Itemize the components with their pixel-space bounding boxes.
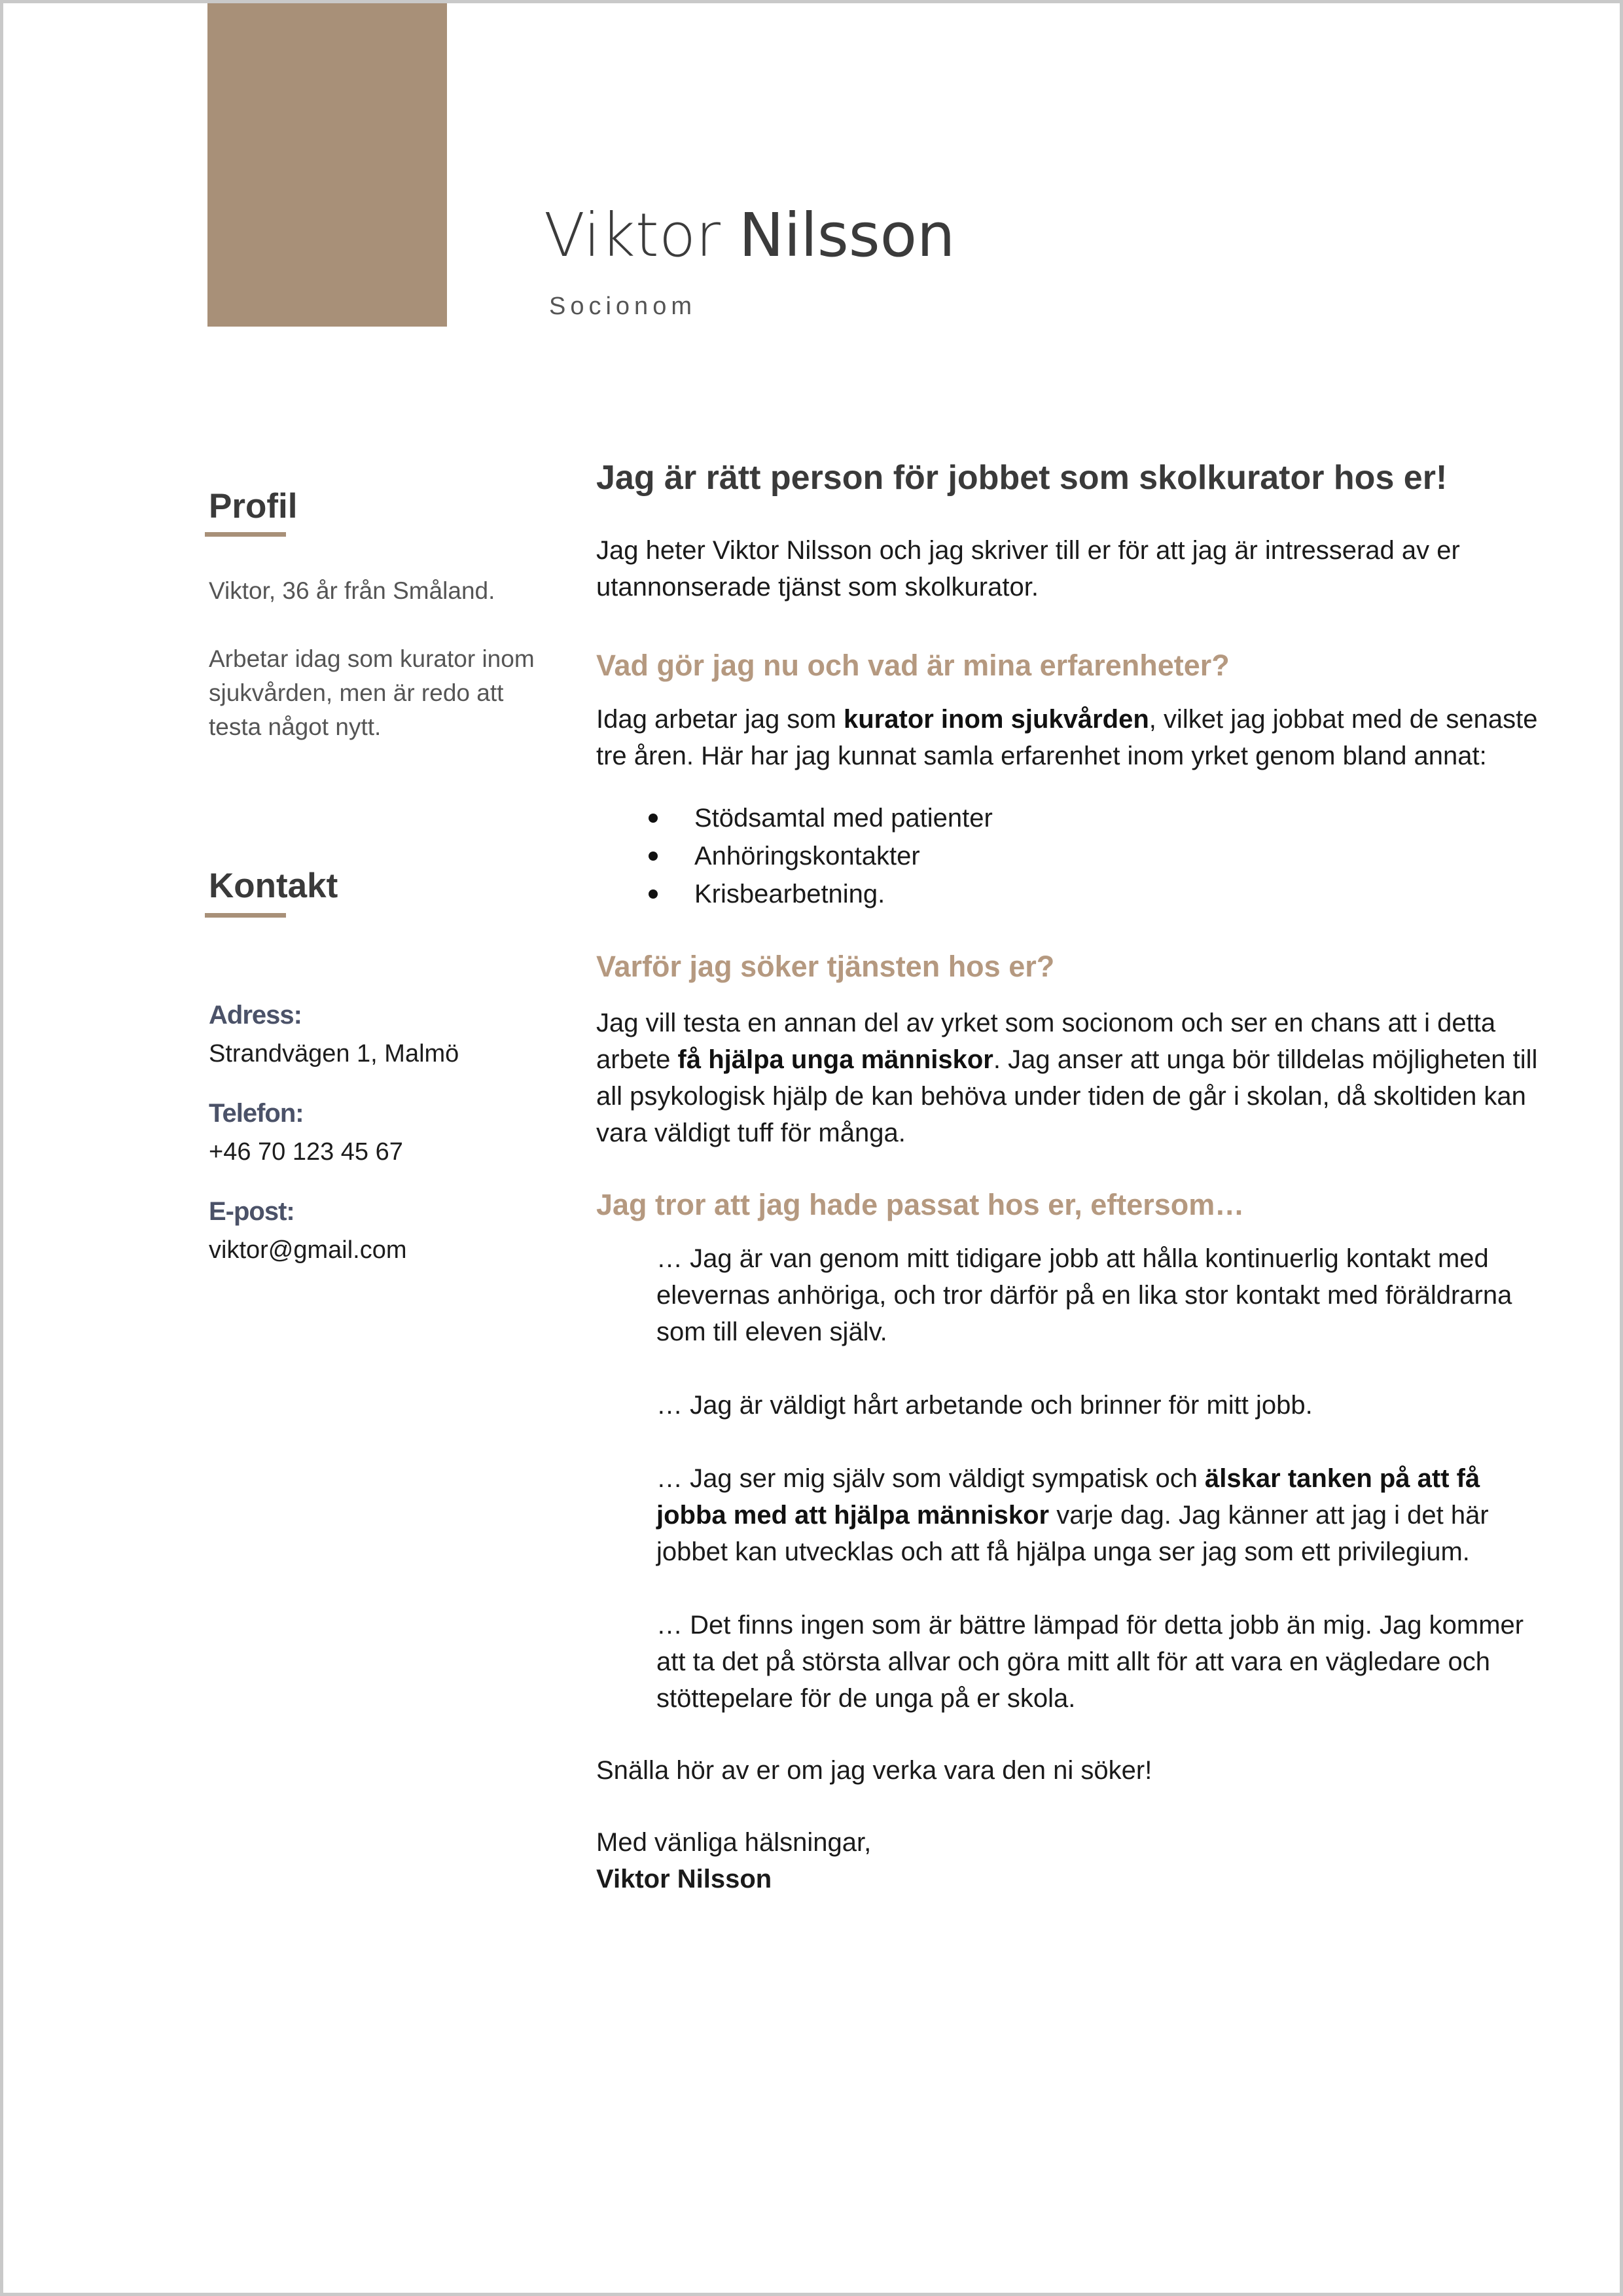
list-item: [596, 799, 1552, 837]
fit-point-3: [656, 1460, 1552, 1570]
signature: Viktor Nilsson: [596, 1865, 772, 1893]
experience-list: [596, 799, 1552, 913]
profile-underline: [205, 532, 286, 537]
email-label: E-post:: [209, 1197, 294, 1226]
last-name: Nilsson: [738, 200, 955, 270]
experience-paragraph: [596, 701, 1552, 774]
profile-line-1: Viktor, 36 år från Småland.: [209, 577, 495, 604]
fit-point-4: … Det finns ingen som är bättre lämpad för detta jobb än mig. Jag kommer att ta det på största allvar och göra mitt allt för att vara en vägledare och stöttepelare för de unga på er skola.: [656, 1611, 1524, 1713]
address-label: Adress:: [209, 1001, 302, 1030]
job-title: Socionom: [549, 293, 696, 320]
fit-points: [656, 1240, 1552, 1717]
profile-heading: Profil: [209, 487, 298, 526]
address-value: Strandvägen 1, Malmö: [209, 1040, 459, 1067]
fit-point-1: … Jag är van genom mitt tidigare jobb att hålla kontinuerlig kontakt med elevernas anhöriga, och tror därför på en lika stor kontakt med föräldrarna som till eleven själv.: [656, 1244, 1512, 1346]
letter-title: Jag är rätt person för jobbet som skolkurator hos er!: [596, 459, 1448, 497]
email-value: viktor@gmail.com: [209, 1236, 407, 1264]
experience-text-end: , vilket jag jobbat med de senaste tre åren. Här har jag kunnat samla erfarenhet inom yrket genom bland annat:: [596, 705, 1538, 770]
applicant-name: [544, 200, 955, 272]
contact-underline: [205, 913, 286, 918]
closing-line: Snälla hör av er om jag verka vara den ni söker!: [596, 1756, 1152, 1785]
list-item-text: Anhöringskontakter: [694, 842, 920, 870]
fit-point-3-start: … Jag ser mig själv som väldigt sympatisk och: [656, 1464, 1205, 1493]
contact-heading: Kontakt: [209, 867, 338, 905]
bullet-icon: [649, 852, 658, 861]
list-item: [596, 837, 1552, 875]
greeting-line: Med vänliga hälsningar,: [596, 1828, 872, 1857]
section-heading-motivation: Varför jag söker tjänsten hos er?: [596, 950, 1055, 983]
list-item: [596, 875, 1552, 913]
section-heading-fit: Jag tror att jag hade passat hos er, eftersom…: [596, 1188, 1245, 1221]
motivation-paragraph: [596, 1005, 1552, 1151]
cover-letter: [596, 455, 1552, 1897]
motivation-text-start: Jag vill testa en annan del av yrket som socionom och ser en chans att i detta arbete: [596, 1009, 1496, 1074]
motivation-text-bold: få hjälpa unga människor: [677, 1045, 993, 1074]
fit-point-2: … Jag är väldigt hårt arbetande och brinner för mitt jobb.: [656, 1391, 1313, 1420]
section-heading-experience: Vad gör jag nu och vad är mina erfarenheter?: [596, 649, 1230, 682]
intro-paragraph: Jag heter Viktor Nilsson och jag skriver till er för att jag är intresserad av er utannonserade tjänst som skolkurator.: [596, 536, 1460, 601]
photo-placeholder: [207, 3, 447, 327]
experience-text-start: Idag arbetar jag som: [596, 705, 844, 734]
phone-label: Telefon:: [209, 1099, 304, 1128]
fit-point-3-end: varje dag. Jag känner att jag i det här jobbet kan utvecklas och att få hjälpa unga ser jag som ett privilegium.: [656, 1501, 1489, 1566]
bullet-icon: [649, 814, 658, 823]
experience-text-bold: kurator inom sjukvården: [844, 705, 1149, 734]
first-name: Viktor: [544, 200, 721, 270]
bullet-icon: [649, 889, 658, 899]
list-item-text: Stödsamtal med patienter: [694, 804, 993, 833]
motivation-text-end: . Jag anser att unga bör tilldelas möjligheten till all psykologisk hjälp de kan behöva under tiden de går i skolan, då skoltiden kan vara väldigt tuff för många.: [596, 1045, 1538, 1147]
phone-value: +46 70 123 45 67: [209, 1138, 403, 1166]
fit-point-3-bold: älskar tanken på att få jobba med att hjälpa människor: [656, 1464, 1480, 1530]
profile-line-2: Arbetar idag som kurator inom sjukvården, men är redo att testa något nytt.: [209, 645, 535, 740]
list-item-text: Krisbearbetning.: [694, 880, 885, 908]
